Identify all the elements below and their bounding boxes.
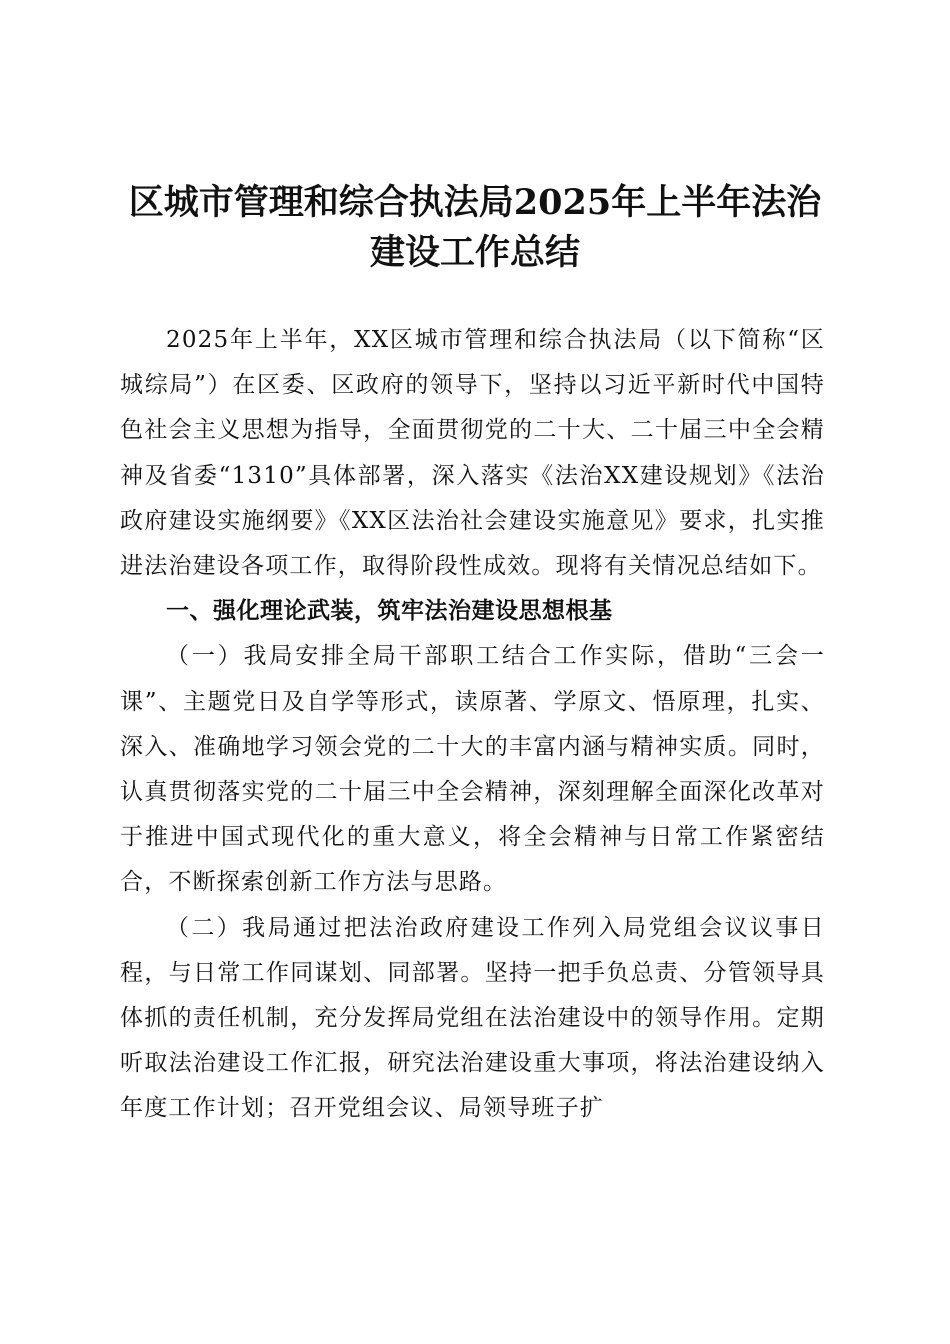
document-title: [100, 178, 850, 278]
section-heading: 一、强化理论武装，筑牢法治建设思想根基: [166, 598, 613, 625]
intro-paragraph: 2025年上半年，XX区城市管理和综合执法局（以下简称“区城综局”）在区委、区政府的领导下，坚持以习近平新时代中国特色社会主义思想为指导，全面贯彻党的二十大、二十届三中全会精神及省委“1310”具体部署，深入落实《法治XX建设规划》《法治政府建设实施纲要》《XX区法治社会建设实施意见》要求，扎实推进法治建设各项工作，取得阶段性成效。现将有关情况总结如下。: [120, 327, 825, 580]
title-line-2: 建设工作总结: [369, 232, 580, 273]
paragraph-1: （一）我局安排全局干部职工结合工作实际，借助“三会一课”、主题党日及自学等形式，读原著、学原文、悟原理，扎实、深入、准确地学习领会党的二十大的丰富内涵与精神实质。同时，认真贯彻落实党的二十届三中全会精神，深刻理解全面深化改革对于推进中国式现代化的重大意义，将全会精神与日常工作紧密结合，不断探索创新工作方法与思路。: [120, 643, 825, 896]
title-line-1: 区城市管理和综合执法局2025年上半年法治: [128, 182, 822, 223]
document-body: [120, 318, 825, 1132]
paragraph-2: （二）我局通过把法治政府建设工作列入局党组会议议事日程，与日常工作同谋划、同部署。坚持一把手负总责、分管领导具体抓的责任机制，充分发挥局党组在法治建设中的领导作用。定期听取法治建设工作汇报，研究法治建设重大事项，将法治建设纳入年度工作计划；召开党组会议、局领导班子扩: [120, 914, 825, 1122]
